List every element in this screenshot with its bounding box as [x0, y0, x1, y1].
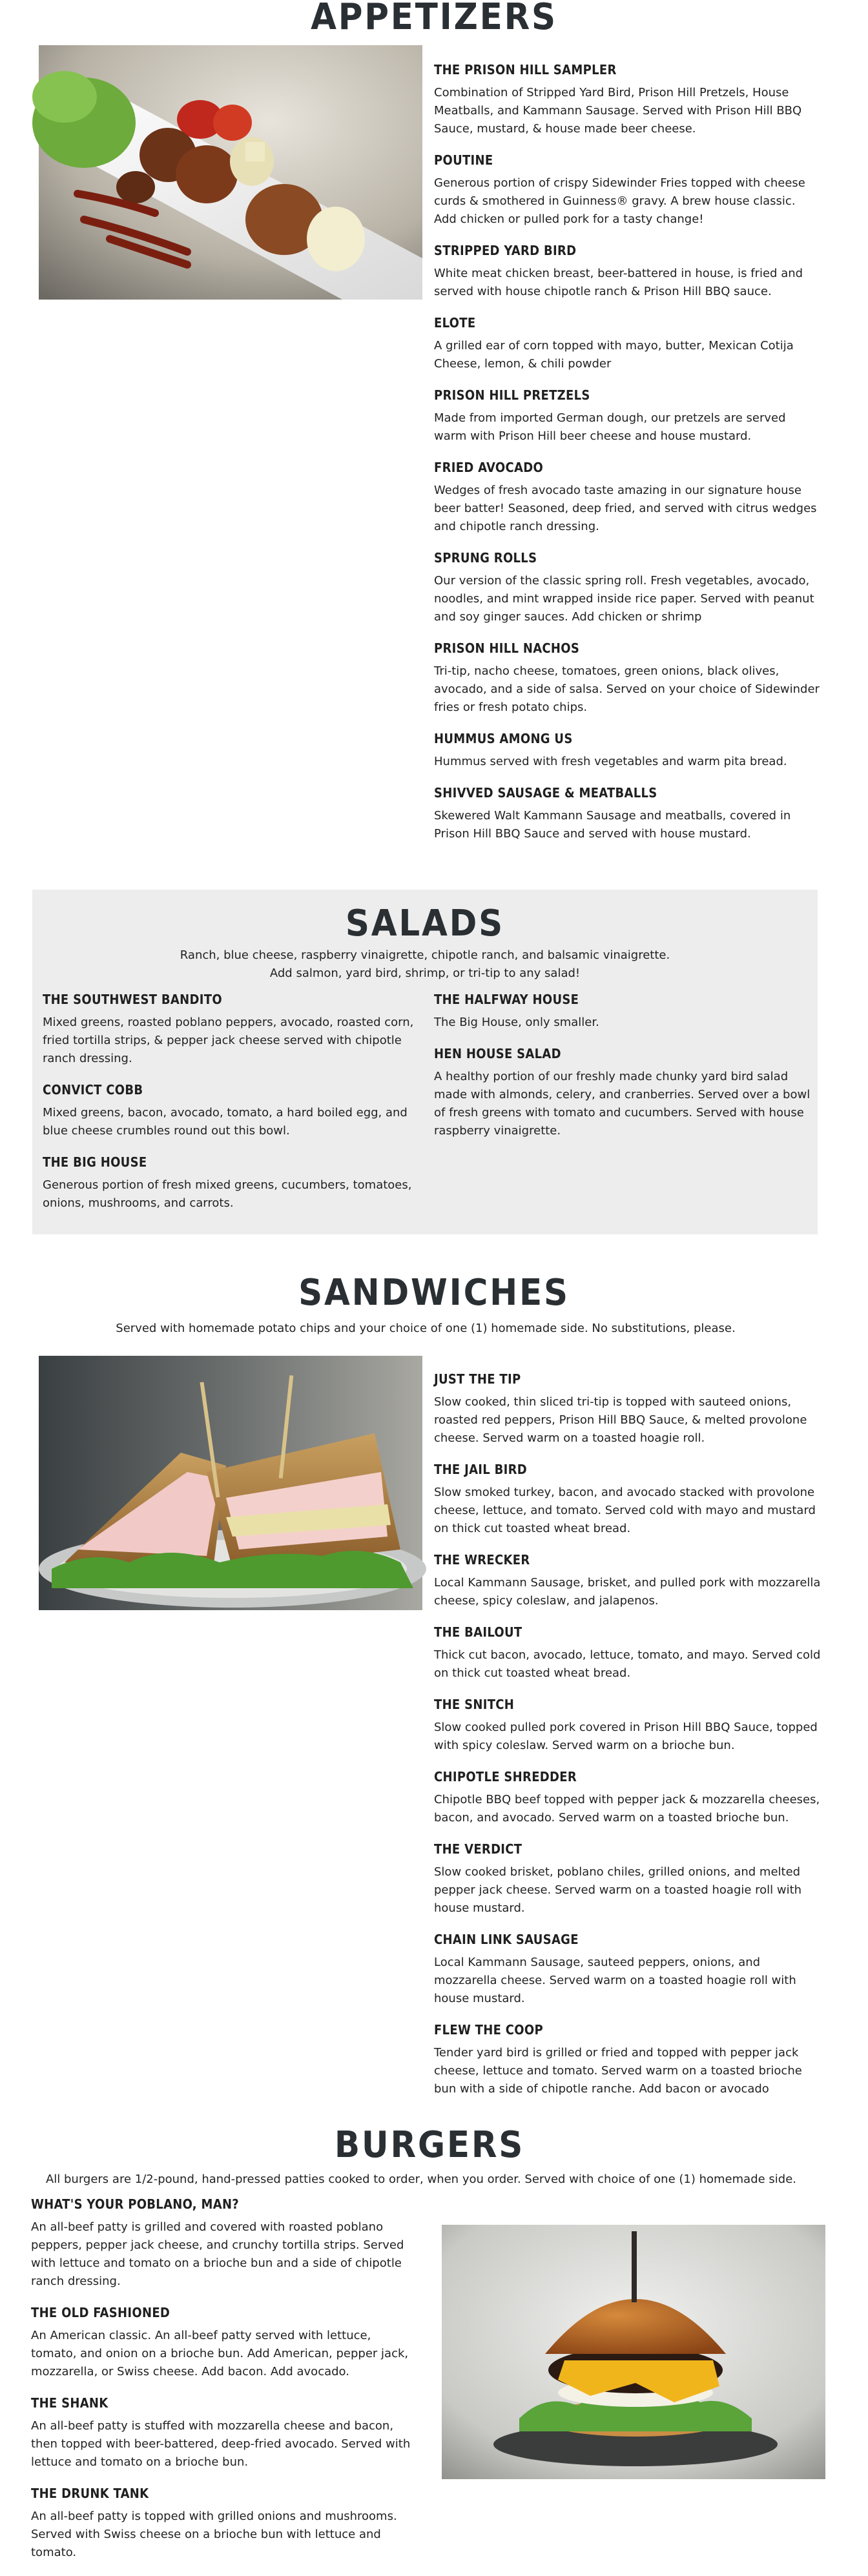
menu-item — [31, 2196, 418, 2291]
menu-item-description: Slow cooked pulled pork covered in Prison Hill BBQ Sauce, topped with spicy coleslaw. Served warm on a brioche bun. — [434, 1721, 818, 1752]
menu-item — [434, 387, 822, 445]
menu-item-description: Thick cut bacon, avocado, lettuce, tomato, and mayo. Served cold on thick cut toasted wheat bread. — [434, 1648, 821, 1680]
menu-item — [434, 1046, 822, 1140]
salads-column-right — [434, 992, 822, 1154]
menu-item-name: CHAIN LINK SAUSAGE — [434, 1932, 579, 1947]
menu-item — [434, 315, 822, 373]
menu-item — [434, 1841, 822, 1917]
menu-item-name: FRIED AVOCADO — [434, 460, 544, 475]
sandwiches-heading: SANDWICHES — [298, 1272, 570, 1314]
menu-item-description: Slow cooked brisket, poblano chiles, grilled onions, and melted pepper jack cheese. Served warm on a toasted hoagie roll with house mustard. — [434, 1865, 802, 1915]
menu-item-name: THE SHANK — [31, 2395, 108, 2411]
menu-item-name: ELOTE — [434, 315, 476, 331]
menu-item-description: Generous portion of fresh mixed greens, cucumbers, tomatoes, onions, mushrooms, and carrots. — [43, 1178, 412, 1210]
menu-item-name: PRISON HILL PRETZELS — [434, 387, 590, 403]
menu-item — [434, 1371, 822, 1447]
menu-item — [434, 731, 822, 771]
menu-item-description: An all-beef patty is topped with grilled onions and mushrooms. Served with Swiss cheese on a brioche bun with lettuce and tomato. — [31, 2510, 397, 2559]
menu-item-name: POUTINE — [434, 152, 493, 168]
menu-item-description: A healthy portion of our freshly made chunky yard bird salad made with almonds, celery, and cranberries. Served over a bowl of fresh greens with tomato and cucumbers. Served with house raspberry vinaigrette. — [434, 1070, 811, 1138]
appetizers-heading: APPETIZERS — [311, 0, 557, 38]
menu-item-description: Our version of the classic spring roll. Fresh vegetables, avocado, noodles, and mint wrapped inside rice paper. Served with peanut and soy ginger sauces. Add chicken or shrimp — [434, 574, 814, 624]
menu-item — [434, 1769, 822, 1827]
menu-item — [434, 550, 822, 626]
menu-item-name: PRISON HILL NACHOS — [434, 640, 580, 656]
skewer-appetizer-photo — [39, 45, 422, 300]
menu-item-description: An American classic. An all-beef patty served with lettuce, tomato, and onion on a brioche bun. Add American, pepper jack, mozzarella, or Swiss cheese. Add bacon. Add avocado. — [31, 2329, 409, 2378]
salads-dressings-line: Ranch, blue cheese, raspberry vinaigrette, chipotle ranch, and balsamic vinaigrette. — [180, 948, 670, 962]
menu-item-name: THE SNITCH — [434, 1697, 515, 1712]
menu-item-name: SPRUNG ROLLS — [434, 550, 537, 566]
menu-item — [31, 2486, 418, 2562]
salads-addons-line: Add salmon, yard bird, shrimp, or tri-tip to any salad! — [269, 966, 581, 980]
menu-item-name: HUMMUS AMONG US — [434, 731, 573, 746]
menu-item — [434, 1624, 822, 1682]
menu-item — [434, 785, 822, 843]
menu-item-description: Skewered Walt Kammann Sausage and meatballs, covered in Prison Hill BBQ Sauce and served with house mustard. — [434, 809, 791, 841]
menu-item-name: HEN HOUSE SALAD — [434, 1046, 561, 1061]
sandwiches-subtitle: Served with homemade potato chips and your choice of one (1) homemade side. No substitutions, please. — [116, 1322, 736, 1335]
menu-item — [434, 152, 822, 229]
menu-item-description: A grilled ear of corn topped with mayo, butter, Mexican Cotija Cheese, lemon, & chili powder — [434, 339, 794, 371]
menu-item-description: Chipotle BBQ beef topped with pepper jack & mozzarella cheeses, bacon, and avocado. Served warm on a toasted brioche bun. — [434, 1793, 820, 1825]
menu-item-description: Mixed greens, bacon, avocado, tomato, a hard boiled egg, and blue cheese crumbles round out this bowl. — [43, 1106, 408, 1138]
salads-section — [32, 890, 818, 1234]
menu-item-name: THE DRUNK TANK — [31, 2486, 149, 2501]
menu-item-name: THE BAILOUT — [434, 1624, 522, 1640]
menu-item — [434, 2022, 822, 2098]
menu-item-description: Local Kammann Sausage, brisket, and pulled pork with mozzarella cheese, spicy coleslaw, and jalapenos. — [434, 1576, 821, 1608]
menu-item-name: THE PRISON HILL SAMPLER — [434, 62, 617, 77]
menu-item — [434, 62, 822, 138]
burgers-subtitle: All burgers are 1/2-pound, hand-pressed patties cooked to order, when you order. Served with choice of one (1) homemade side. — [45, 2172, 797, 2186]
menu-item-description: Combination of Stripped Yard Bird, Prison Hill Pretzels, House Meatballs, and Kammann Sausage. Served with Prison Hill BBQ Sauce, mustard, & house made beer cheese. — [434, 86, 802, 136]
sandwich-photo — [39, 1356, 422, 1610]
menu-item — [43, 992, 430, 1068]
menu-item-name: THE JAIL BIRD — [434, 1462, 528, 1477]
burgers-list — [31, 2196, 418, 2576]
menu-item — [43, 1082, 430, 1140]
menu-item-description: Slow smoked turkey, bacon, and avocado stacked with provolone cheese, lettuce, and tomato. Served cold with mayo and mustard on thick cut toasted wheat bread. — [434, 1486, 816, 1535]
menu-item-description: Local Kammann Sausage, sauteed peppers, onions, and mozzarella cheese. Served warm on a toasted hoagie roll with house mustard. — [434, 1956, 796, 2005]
menu-item — [31, 2395, 418, 2471]
salads-heading: SALADS — [345, 903, 505, 945]
menu-item-description: Slow cooked, thin sliced tri-tip is topped with sauteed onions, roasted red peppers, Prison Hill BBQ Sauce, & melted provolone cheese. Served warm on a toasted hoagie roll. — [434, 1395, 807, 1445]
menu-item-name: THE BIG HOUSE — [43, 1154, 147, 1170]
menu-item — [434, 1932, 822, 2008]
appetizers-list — [434, 62, 822, 857]
burgers-heading: BURGERS — [334, 2124, 525, 2166]
menu-item-description: An all-beef patty is grilled and covered with roasted poblano peppers, pepper jack cheese, and crunchy tortilla strips. Served with lettuce and tomato on a brioche bun and a side of chipotle ranch dressing. — [31, 2220, 404, 2288]
menu-item-description: Generous portion of crispy Sidewinder Fries topped with cheese curds & smothered in Guinness® gravy. A brew house classic. Add chicken or pulled pork for a tasty change! — [434, 176, 805, 226]
menu-item-description: The Big House, only smaller. — [434, 1016, 599, 1029]
salads-column-left — [43, 992, 430, 1227]
menu-item — [31, 2305, 418, 2381]
menu-item-name: WHAT'S YOUR POBLANO, MAN? — [31, 2196, 240, 2212]
menu-item — [434, 1462, 822, 1538]
menu-item-name: FLEW THE COOP — [434, 2022, 543, 2038]
burger-photo — [442, 2225, 825, 2479]
menu-item-name: THE VERDICT — [434, 1841, 522, 1857]
menu-item-name: SHIVVED SAUSAGE & MEATBALLS — [434, 785, 657, 801]
menu-item-description: Wedges of fresh avocado taste amazing in our signature house beer batter! Seasoned, deep fried, and served with citrus wedges and chipotle ranch dressing. — [434, 484, 817, 533]
menu-item-name: THE WRECKER — [434, 1552, 530, 1568]
sandwiches-list — [434, 1371, 822, 2112]
menu-item-description: Mixed greens, roasted poblano peppers, avocado, roasted corn, fried tortilla strips, & pepper jack cheese served with chipotle ranch dressing. — [43, 1016, 414, 1065]
menu-item-description: Made from imported German dough, our pretzels are served warm with Prison Hill beer cheese and house mustard. — [434, 411, 786, 443]
menu-item-description: An all-beef patty is stuffed with mozzarella cheese and bacon, then topped with beer-battered, deep-fried avocado. Served with lettuce and tomato on a brioche bun. — [31, 2419, 411, 2469]
menu-item-description: White meat chicken breast, beer-battered in house, is fried and served with house chipotle ranch & Prison Hill BBQ sauce. — [434, 267, 803, 298]
menu-item — [434, 640, 822, 717]
menu-item-name: THE OLD FASHIONED — [31, 2305, 170, 2320]
menu-item — [434, 460, 822, 536]
menu-item — [434, 1697, 822, 1755]
menu-item — [43, 1154, 430, 1212]
menu-item-name: JUST THE TIP — [434, 1371, 521, 1387]
menu-item-description: Tender yard bird is grilled or fried and topped with pepper jack cheese, lettuce and tomato. Served warm on a toasted brioche bun with a side of chipotle ranche. Add bacon or avocado — [434, 2046, 802, 2096]
menu-item — [434, 992, 822, 1032]
menu-item-name: THE HALFWAY HOUSE — [434, 992, 579, 1007]
menu-item-description: Hummus served with fresh vegetables and warm pita bread. — [434, 755, 787, 768]
menu-item — [434, 243, 822, 301]
menu-item-description: Tri-tip, nacho cheese, tomatoes, green onions, black olives, avocado, and a side of salsa. Served on your choice of Sidewinder fries or fresh potato chips. — [434, 664, 820, 714]
menu-item-name: CHIPOTLE SHREDDER — [434, 1769, 577, 1784]
menu-item-name: THE SOUTHWEST BANDITO — [43, 992, 222, 1007]
salads-subtitle — [32, 946, 818, 983]
menu-item-name: STRIPPED YARD BIRD — [434, 243, 577, 258]
menu-item — [434, 1552, 822, 1610]
menu-item-name: CONVICT COBB — [43, 1082, 143, 1098]
